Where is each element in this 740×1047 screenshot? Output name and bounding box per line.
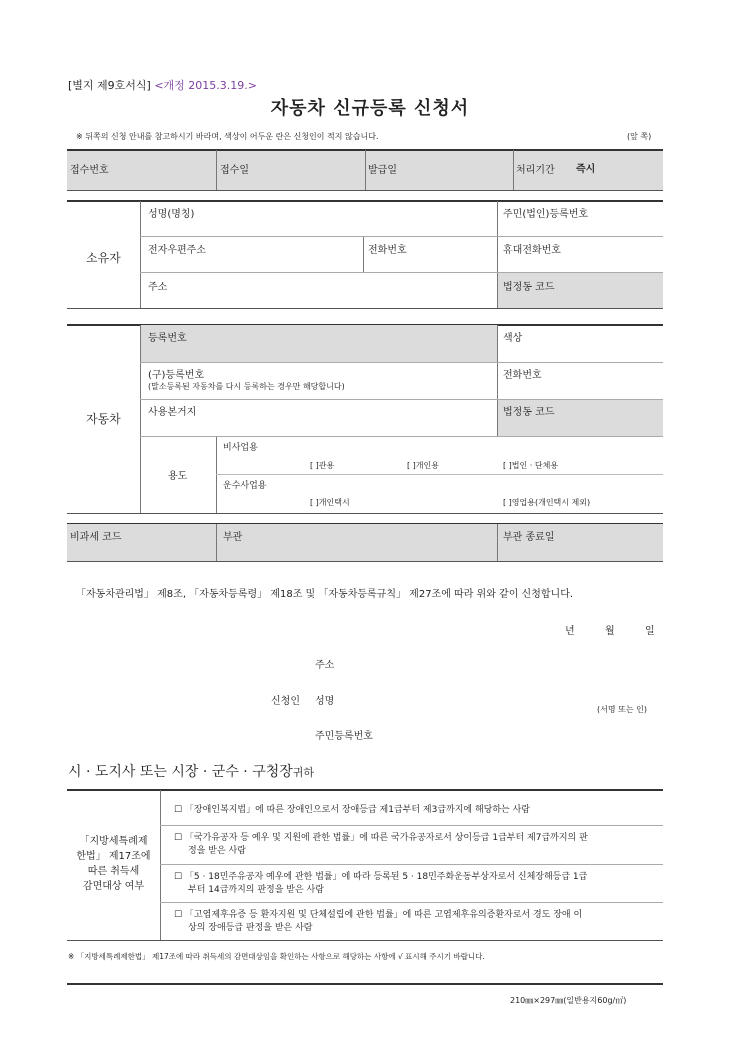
exemption-label-line-2: 한법」 제17조에 bbox=[76, 851, 151, 862]
vehicle-color-label: 색상 bbox=[503, 333, 523, 344]
paper-spec: 210㎜×297㎜(일반용지60g/㎡) bbox=[510, 996, 627, 1005]
vehicle-base-label: 사용본거지 bbox=[148, 407, 197, 418]
exemption-item-veteran[interactable] bbox=[174, 832, 660, 858]
form-number bbox=[68, 77, 257, 93]
owner-email-label: 전자우편주소 bbox=[148, 245, 206, 256]
addressee-suffix: 귀하 bbox=[292, 766, 315, 779]
processing-period-value: 즉시 bbox=[576, 164, 596, 175]
private-taxi-checkbox[interactable]: [ ]개인택시 bbox=[310, 498, 350, 507]
vehicle-phone-label: 전화번호 bbox=[503, 370, 542, 381]
exemption-item-disabled[interactable] bbox=[174, 802, 660, 815]
page-title: 자동차 신규등록 신청서 bbox=[270, 98, 470, 119]
attached-end-date-label: 부관 종료일 bbox=[503, 532, 555, 543]
exemption-item-text: ☐ 「국가유공자 등 예우 및 지원에 관한 법률」에 따른 국가유공자로서 상이등급 1급부터 제7급까지의 판 bbox=[174, 833, 588, 843]
applicant-address-label: 주소 bbox=[315, 660, 335, 671]
owner-mobile-label: 휴대전화번호 bbox=[503, 245, 561, 256]
vehicle-section-label: 자동차 bbox=[86, 412, 121, 426]
exemption-label-line-4: 감면대상 여부 bbox=[82, 881, 145, 892]
personal-use-checkbox[interactable]: [ ]개인용 bbox=[407, 461, 439, 470]
form-number-label: [별지 제9호서식] bbox=[68, 79, 151, 92]
exemption-item-text-cont: 부터 14급까지의 판정을 받은 사람 bbox=[188, 885, 324, 895]
application-statement: 「자동차관리법」 제8조, 「자동차등록령」 제18조 및 「자동차등록규칙」 제27조에 따라 위와 같이 신청합니다. bbox=[76, 589, 574, 600]
old-reg-no-note: (말소등록된 자동차를 다시 등록하는 경우만 해당합니다) bbox=[148, 382, 345, 391]
applicant-reg-no-label: 주민등록번호 bbox=[315, 731, 373, 742]
revision-note: <개정 2015.3.19.> bbox=[154, 79, 258, 92]
issue-date-label: 발급일 bbox=[368, 165, 397, 176]
exemption-item-text: ☐ 「고엽제후유증 등 환자지원 및 단체설립에 관한 법률」에 따른 고엽제후유의증환자로서 경도 장애 이 bbox=[174, 910, 583, 920]
official-use-checkbox[interactable]: [ ]관용 bbox=[310, 461, 335, 470]
processing-period-label: 처리기간 bbox=[516, 165, 555, 176]
usage-label: 용도 bbox=[168, 471, 188, 482]
attached-condition-label: 부관 bbox=[223, 532, 243, 543]
owner-name-label: 성명(명칭) bbox=[148, 209, 195, 220]
corporate-use-checkbox[interactable]: [ ]법인 · 단체용 bbox=[503, 461, 559, 470]
exemption-item-518[interactable] bbox=[174, 871, 660, 897]
exemption-item-text-cont: 상의 장애등급 판정을 받은 사람 bbox=[188, 923, 313, 933]
tax-exempt-code-label: 비과세 코드 bbox=[70, 532, 122, 543]
receipt-date-label: 접수일 bbox=[220, 165, 249, 176]
owner-dong-code-label: 법정동 코드 bbox=[503, 282, 555, 293]
date-year: 년 bbox=[565, 626, 575, 637]
exemption-label-line-1: 「지방세특례제 bbox=[79, 836, 148, 847]
exemption-label-line-3: 따른 취득세 bbox=[87, 866, 140, 877]
signature-label: (서명 또는 인) bbox=[597, 705, 647, 714]
commercial-use-checkbox[interactable]: [ ]영업용(개인택시 제외) bbox=[503, 498, 591, 507]
tax-row bbox=[67, 524, 663, 561]
footnote: ※ 「지방세특례제한법」 제17조에 따라 취득세의 감면대상임을 확인하는 사항으로 해당하는 사항에 √ 표시해 주시기 바랍니다. bbox=[68, 952, 485, 961]
addressee bbox=[68, 761, 314, 781]
old-reg-no-label: (구)등록번호 bbox=[148, 370, 205, 381]
notice-text: ※ 뒤쪽의 신청 안내를 참고하시기 바라며, 색상이 어두운 란은 신청인이 적지 않습니다. bbox=[76, 132, 379, 141]
receipt-number-label: 접수번호 bbox=[70, 165, 109, 176]
page-side-label: (앞 쪽) bbox=[627, 132, 652, 141]
date-month: 월 bbox=[605, 626, 615, 637]
applicant-name-label: 성명 bbox=[315, 696, 335, 707]
vehicle-reg-no-label: 등록번호 bbox=[148, 333, 187, 344]
vehicle-reg-no-cell bbox=[140, 325, 497, 362]
date-day: 일 bbox=[645, 626, 655, 637]
vehicle-dong-code-label: 법정동 코드 bbox=[503, 407, 555, 418]
owner-address-label: 주소 bbox=[148, 282, 168, 293]
exemption-item-text: ☐ 「장애인복지법」에 따른 장애인으로서 장애등급 제1급부터 제3급까지에 해당하는 사람 bbox=[174, 805, 531, 815]
exemption-item-text: ☐ 「5 · 18민주유공자 예우에 관한 법률」에 따라 등록된 5 · 18민주화운동부상자로서 신체장해등급 1급 bbox=[174, 872, 588, 882]
transport-business-label: 운수사업용 bbox=[223, 481, 267, 491]
non-business-label: 비사업용 bbox=[223, 443, 258, 453]
exemption-item-agent-orange[interactable] bbox=[174, 909, 660, 935]
owner-reg-no-label: 주민(법인)등록번호 bbox=[503, 209, 589, 220]
addressee-main: 시 · 도지사 또는 시장 · 군수 · 구청장 bbox=[68, 764, 293, 780]
owner-section-label: 소유자 bbox=[86, 251, 121, 265]
exemption-item-text-cont: 정을 받은 사람 bbox=[188, 846, 246, 856]
applicant-label: 신청인 bbox=[271, 696, 300, 707]
owner-phone-label: 전화번호 bbox=[368, 245, 407, 256]
exemption-label bbox=[67, 834, 160, 894]
